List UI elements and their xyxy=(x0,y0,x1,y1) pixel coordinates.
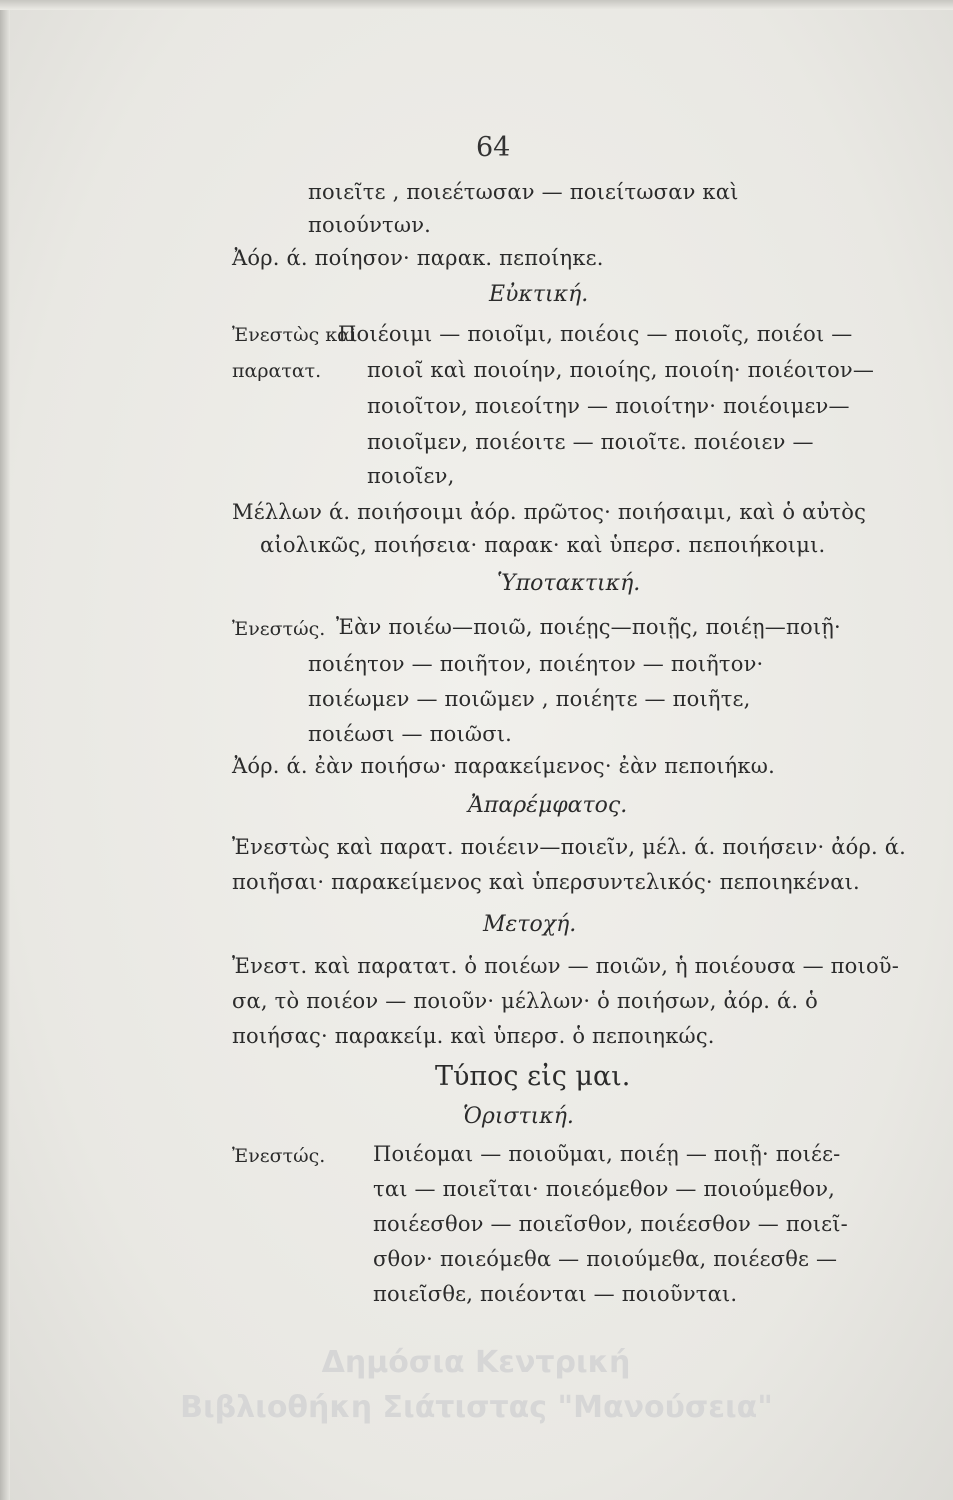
section-heading-indicative: Ὁριστική. xyxy=(463,1104,574,1129)
subjunctive-line-2: ποιέητον — ποιῆτον, ποιέητον — ποιῆτον· xyxy=(308,652,764,676)
participle-line-1: Ἐνεστ. καὶ παρατατ. ὁ ποιέων — ποιῶν, ἡ ποιέουσα — ποιοῦ- xyxy=(232,954,900,978)
infinitive-line-1: Ἐνεστὼς καὶ παρατ. ποιέειν—ποιεῖν, μέλ. ά. ποιήσειν· ἀόρ. ά. xyxy=(232,835,907,859)
page-top-shadow xyxy=(0,0,953,10)
middle-line-3: ποιέεσθον — ποιεῖσθον, ποιέεσθον — ποιεῖ- xyxy=(373,1212,848,1236)
optative-future-1: Μέλλων ά. ποιήσοιμι ἀόρ. πρῶτος· ποιήσαιμι, καὶ ὁ αὐτὸς xyxy=(232,500,867,524)
section-heading-participle: Μετοχή. xyxy=(483,912,577,937)
page-number: 64 xyxy=(476,132,511,163)
imperative-aorist: Ἀόρ. ά. ποίησον· παρακ. πεποίηκε. xyxy=(232,246,604,270)
subjunctive-line-4: ποιέωσι — ποιῶσι. xyxy=(308,722,513,746)
middle-label: Ἐνεστώς. xyxy=(232,1145,326,1167)
optative-line-3: ποιοῖτον, ποιεοίτην — ποιοίτην· ποιέοιμεν— xyxy=(367,394,850,418)
optative-line-1: Ποιέοιμι — ποιοῖμι, ποιέοις — ποιοῖς, ποιέοι — xyxy=(338,322,853,346)
middle-line-2: ται — ποιεῖται· ποιεόμεθον — ποιούμεθον, xyxy=(373,1177,836,1201)
optative-line-2: ποιοῖ καὶ ποιοίην, ποιοίης, ποιοίη· ποιέοιτον— xyxy=(367,358,875,382)
middle-line-5: ποιεῖσθε, ποιέονται — ποιοῦνται. xyxy=(373,1282,738,1306)
middle-line-1: Ποιέομαι — ποιοῦμαι, ποιέῃ — ποιῇ· ποιέε- xyxy=(373,1142,841,1166)
section-heading-infinitive: Ἀπαρέμφατος. xyxy=(468,793,628,818)
imperative-line-2: ποιούντων. xyxy=(308,213,432,237)
section-heading-subjunctive: Ὑποτακτική. xyxy=(497,571,641,596)
section-title-middle: Τύπος εἰς μαι. xyxy=(435,1061,631,1092)
optative-future-2: αἰολικῶς, ποιήσεια· παρακ· καὶ ὑπερσ. πεποιήκοιμι. xyxy=(260,533,826,557)
participle-line-3: ποιήσας· παρακείμ. καὶ ὑπερσ. ὁ πεποιηκώς. xyxy=(232,1024,715,1048)
middle-line-4: σθον· ποιεόμεθα — ποιούμεθα, ποιέεσθε — xyxy=(373,1247,838,1271)
participle-line-2: σα, τὸ ποιέον — ποιοῦν· μέλλων· ὁ ποιήσων, ἀόρ. ά. ὁ xyxy=(232,989,818,1013)
optative-label-2: παρατατ. xyxy=(232,360,322,382)
subjunctive-label: Ἐνεστώς. xyxy=(232,618,326,640)
imperative-line-1: ποιεῖτε , ποιεέτωσαν — ποιείτωσαν καὶ xyxy=(308,180,739,204)
subjunctive-line-3: ποιέωμεν — ποιῶμεν , ποιέητε — ποιῆτε, xyxy=(308,687,751,711)
library-watermark-line-2: Βιβλιοθήκη Σιάτιστας "Μανούσεια" xyxy=(180,1390,773,1425)
section-heading-optative: Εὐκτική. xyxy=(489,282,589,307)
optative-line-4: ποιοῖμεν, ποιέοιτε — ποιοῖτε. ποιέοιεν — xyxy=(367,430,814,454)
subjunctive-line-1: Ἐὰν ποιέω—ποιῶ, ποιέῃς—ποιῇς, ποιέῃ—ποιῇ· xyxy=(336,615,841,639)
page-edge-shadow xyxy=(0,0,10,1500)
infinitive-line-2: ποιῆσαι· παρακείμενος καὶ ὑπερσυντελικός· πεποιηκέναι. xyxy=(232,870,860,894)
optative-label-1: Ἐνεστὼς καὶ xyxy=(232,324,358,346)
library-watermark-line-1: Δημόσια Κεντρική xyxy=(321,1345,631,1380)
subjunctive-aorist: Ἀόρ. ά. ἐὰν ποιήσω· παρακείμενος· ἐὰν πεποιήκω. xyxy=(232,754,775,778)
optative-line-5: ποιοῖεν, xyxy=(367,464,455,488)
